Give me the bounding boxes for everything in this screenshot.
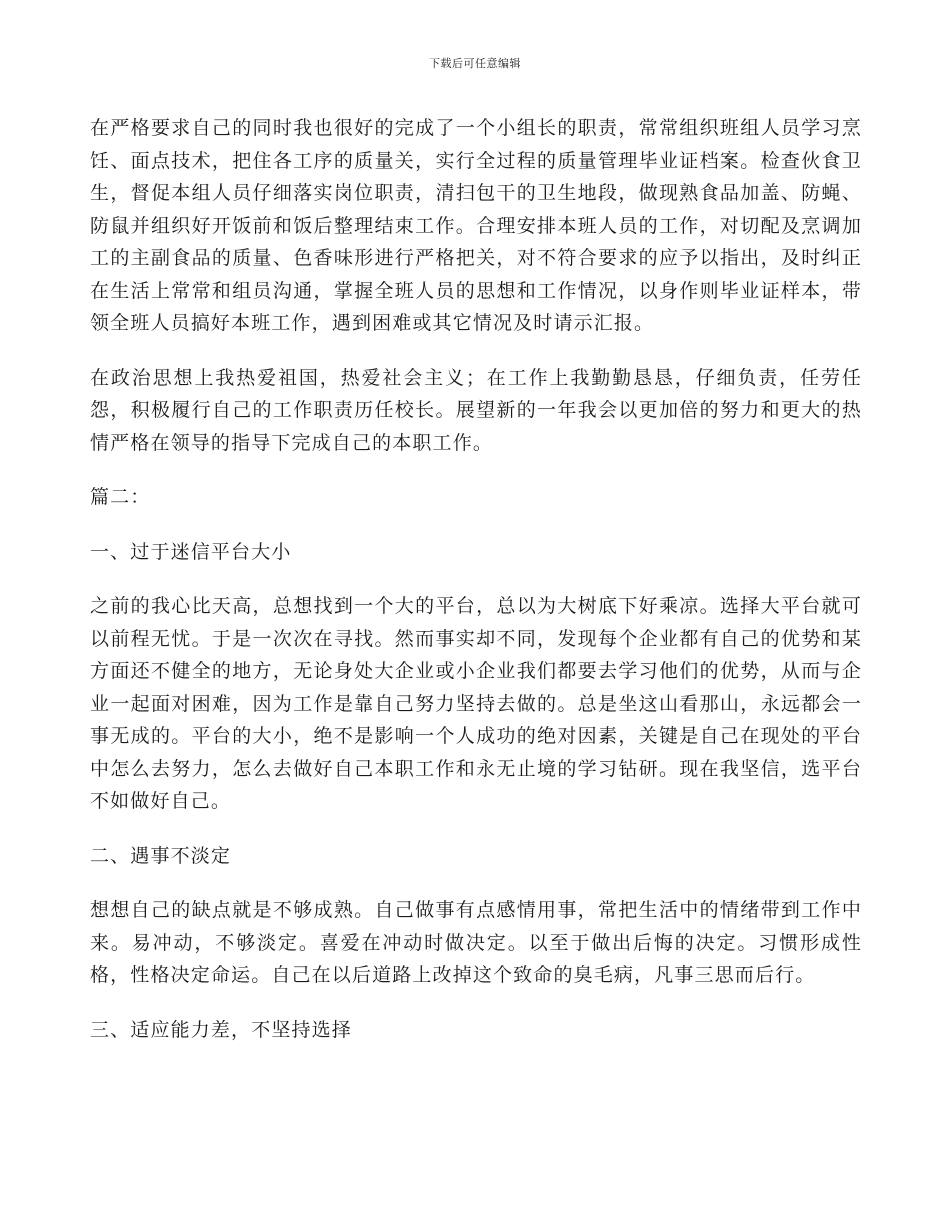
heading-two: 二、遇事不淡定 [90, 844, 232, 867]
paragraph-team-leader-duties: 在严格要求自己的同时我也很好的完成了一个小组长的职责，常常组织班组人员学习烹饪、面点技术，把住各工序的质量关，实行全过程的质量管理毕业证档案。检查伙食卫生，督促本组人员仔细落实岗位职责，清扫包干的卫生地段，做现熟食品加盖、防蝇、防鼠并组织好开饭前和饭后整理结束工作。合理安排本班人员的工作，对切配及烹调加工的主副食品的质量、色香味形进行严格把关，对不符合要求的应予以指出，及时纠正在生活上常常和组员沟通，掌握全班人员的思想和工作情况，以身作则毕业证样本，带领全班人员搞好本班工作，遇到困难或其它情况及时请示汇报。 [90, 117, 862, 334]
heading-one: 一、过于迷信平台大小 [90, 540, 292, 563]
paragraph-platform: 之前的我心比天高，总想找到一个大的平台，总以为大树底下好乘凉。选择大平台就可以前程无忧。于是一次次在寻找。然而事实却不同，发现每个企业都有自己的优势和某方面还不健全的地方，无论身处大企业或小企业我们都要去学习他们的优势，从而与企业一起面对困难，因为工作是靠自己努力坚持去做的。总是坐这山看那山，永远都会一事无成的。平台的大小，绝不是影响一个人成功的绝对因素，关键是自己在现处的平台中怎么去努力，怎么去做好自己本职工作和永无止境的学习钻研。现在我坚信，选平台不如做好自己。 [90, 595, 862, 812]
document-body [90, 112, 862, 1068]
paragraph-composure: 想想自己的缺点就是不够成熟。自己做事有点感情用事，常把生活中的情绪带到工作中来。易冲动，不够淡定。喜爱在冲动时做决定。以至于做出后悔的决定。习惯形成性格，性格决定命运。自己在以后道路上改掉这个致命的臭毛病，凡事三思而后行。 [90, 899, 862, 986]
page-header-note: 下载后可任意编辑 [429, 57, 521, 70]
heading-three: 三、适应能力差，不坚持选择 [90, 1018, 352, 1041]
section-label: 篇二： [90, 486, 151, 508]
paragraph-political-thought: 在政治思想上我热爱祖国，热爱社会主义；在工作上我勤勤恳恳，仔细负责，任劳任怨，积极履行自己的工作职责历任校长。展望新的一年我会以更加倍的努力和更大的热情严格在领导的指导下完成自己的本职工作。 [90, 366, 862, 454]
